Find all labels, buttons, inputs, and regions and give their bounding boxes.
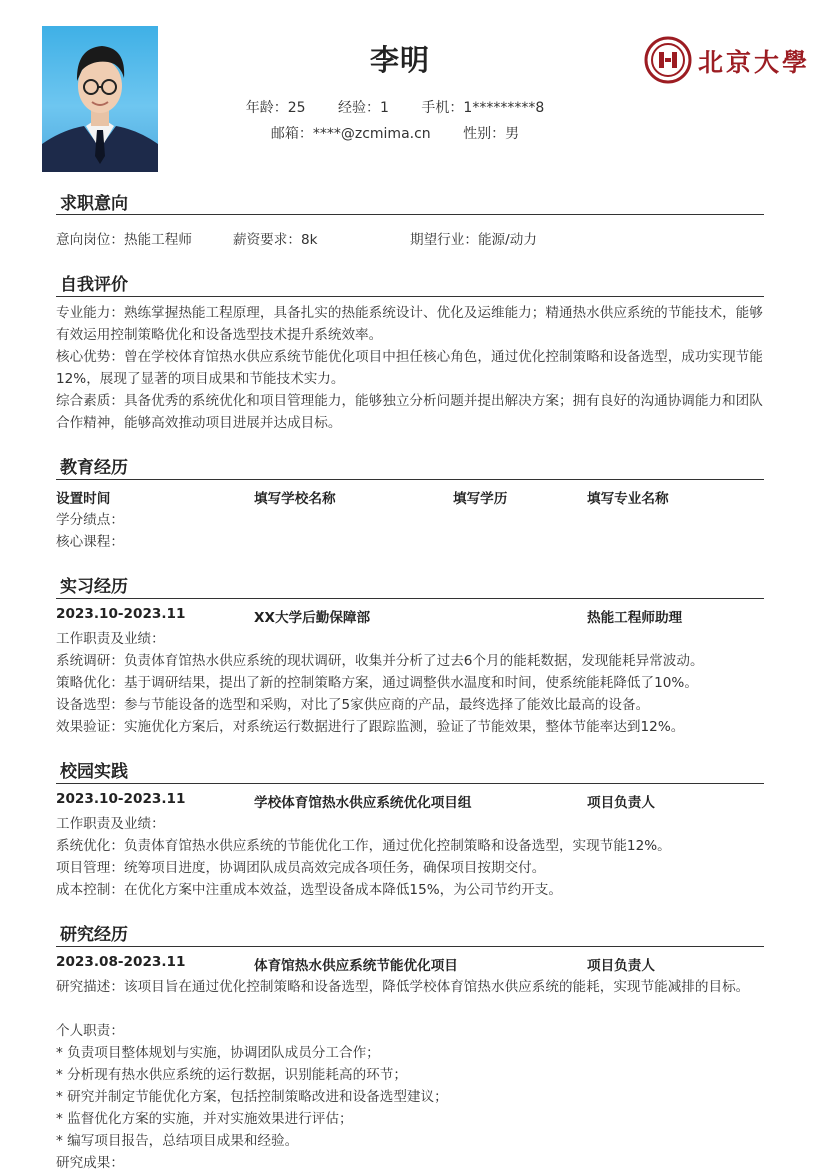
research-time: 2023.08-2023.11 <box>56 954 186 970</box>
basic-info-row-1 <box>0 97 790 117</box>
education-courses: 核心课程： <box>56 534 124 550</box>
campus-line: 项目管理：统筹项目进度，协调团队成员高效完成各项任务，确保项目按期交付。 <box>56 860 546 876</box>
research-role: 项目负责人 <box>587 958 655 974</box>
research-line: * 负责项目整体规划与实施，协调团队成员分工合作； <box>56 1045 380 1061</box>
research-line: * 编写项目报告，总结项目成果和经验。 <box>56 1133 299 1149</box>
section-divider <box>56 214 764 215</box>
research-description: 研究描述：该项目旨在通过优化控制策略和设备选型，降低学校体育馆热水供应系统的能耗，实现节能减排的目标。 <box>56 979 750 995</box>
research-line: * 研究并制定节能优化方案，包括控制策略改进和设备选型建议； <box>56 1089 448 1105</box>
self-eval-item: 专业能力：熟练掌握热能工程原理，具备扎实的热能系统设计、优化及运维能力；精通热水供应系统的节能技术，能够有效运用控制策略优化和设备选型技术提升系统效率。 <box>56 305 763 343</box>
section-title-education: 教育经历 <box>60 458 128 478</box>
section-divider <box>56 598 764 599</box>
section-title-campus: 校园实践 <box>60 762 128 782</box>
section-title-internship: 实习经历 <box>60 577 128 597</box>
basic-info-row-2 <box>0 123 790 143</box>
research-line: 个人职责： <box>56 1023 124 1039</box>
internship-line: 工作职责及业绩： <box>56 631 165 647</box>
campus-line: 系统优化：负责体育馆热水供应系统的节能优化工作，通过优化控制策略和设备选型，实现节能12%。 <box>56 838 671 854</box>
section-title-intent: 求职意向 <box>60 194 128 214</box>
education-major: 填写专业名称 <box>587 491 669 507</box>
gender-field: 性别：男 <box>463 126 520 142</box>
university-logo-text: 北京大學 <box>698 48 811 77</box>
campus-org: 学校体育馆热水供应系统优化项目组 <box>254 795 472 811</box>
research-line: * 监督优化方案的实施，并对实施效果进行评估； <box>56 1111 353 1127</box>
campus-line: 工作职责及业绩： <box>56 816 165 832</box>
phone-field: 手机：1*********8 <box>421 100 545 116</box>
university-seal-icon <box>644 36 694 86</box>
self-eval-item: 核心优势：曾在学校体育馆热水供应系统节能优化项目中担任核心角色，通过优化控制策略和设备选型，成功实现节能12%，展现了显著的项目成果和节能技术实力。 <box>56 349 763 387</box>
intent-salary: 薪资要求：8k <box>233 232 318 248</box>
education-degree: 填写学历 <box>453 491 508 507</box>
email-field: 邮箱：****@zcmima.cn <box>270 126 431 142</box>
research-line: * 分析现有热水供应系统的运行数据，识别能耗高的环节； <box>56 1067 407 1083</box>
research-org: 体育馆热水供应系统节能优化项目 <box>254 958 458 974</box>
section-divider <box>56 946 764 947</box>
intent-industry: 期望行业：能源/动力 <box>410 232 537 248</box>
age-field: 年龄：25 <box>245 100 306 116</box>
research-line: 研究成果： <box>56 1155 124 1171</box>
section-title-self-eval: 自我评价 <box>60 275 128 295</box>
intent-position: 意向岗位：热能工程师 <box>56 232 192 248</box>
campus-role: 项目负责人 <box>587 795 655 811</box>
university-logo <box>644 36 811 86</box>
education-gpa: 学分绩点： <box>56 512 124 528</box>
experience-field: 经验：1 <box>338 100 389 116</box>
education-time: 设置时间 <box>56 491 111 507</box>
self-eval-list <box>56 302 766 434</box>
education-school: 填写学校名称 <box>254 491 336 507</box>
section-divider <box>56 479 764 480</box>
internship-time: 2023.10-2023.11 <box>56 606 186 622</box>
section-divider <box>56 296 764 297</box>
internship-line: 效果验证：实施优化方案后，对系统运行数据进行了跟踪监测，验证了节能效果，整体节能率达到12%。 <box>56 719 685 735</box>
campus-line: 成本控制：在优化方案中注重成本效益，选型设备成本降低15%，为公司节约开支。 <box>56 882 562 898</box>
section-divider <box>56 783 764 784</box>
internship-role: 热能工程师助理 <box>587 610 683 626</box>
candidate-name: 李明 <box>369 43 430 77</box>
campus-time: 2023.10-2023.11 <box>56 791 186 807</box>
internship-line: 系统调研：负责体育馆热水供应系统的现状调研，收集并分析了过去6个月的能耗数据，发现能耗异常波动。 <box>56 653 704 669</box>
internship-org: XX大学后勤保障部 <box>254 610 371 626</box>
internship-line: 策略优化：基于调研结果，提出了新的控制策略方案，通过调整供水温度和时间，使系统能耗降低了10%。 <box>56 675 698 691</box>
self-eval-item: 综合素质：具备优秀的系统优化和项目管理能力，能够独立分析问题并提出解决方案；拥有良好的沟通协调能力和团队合作精神，能够高效推动项目进展并达成目标。 <box>56 393 763 431</box>
internship-line: 设备选型：参与节能设备的选型和采购，对比了5家供应商的产品，最终选择了能效比最高的设备。 <box>56 697 650 713</box>
section-title-research: 研究经历 <box>60 925 128 945</box>
